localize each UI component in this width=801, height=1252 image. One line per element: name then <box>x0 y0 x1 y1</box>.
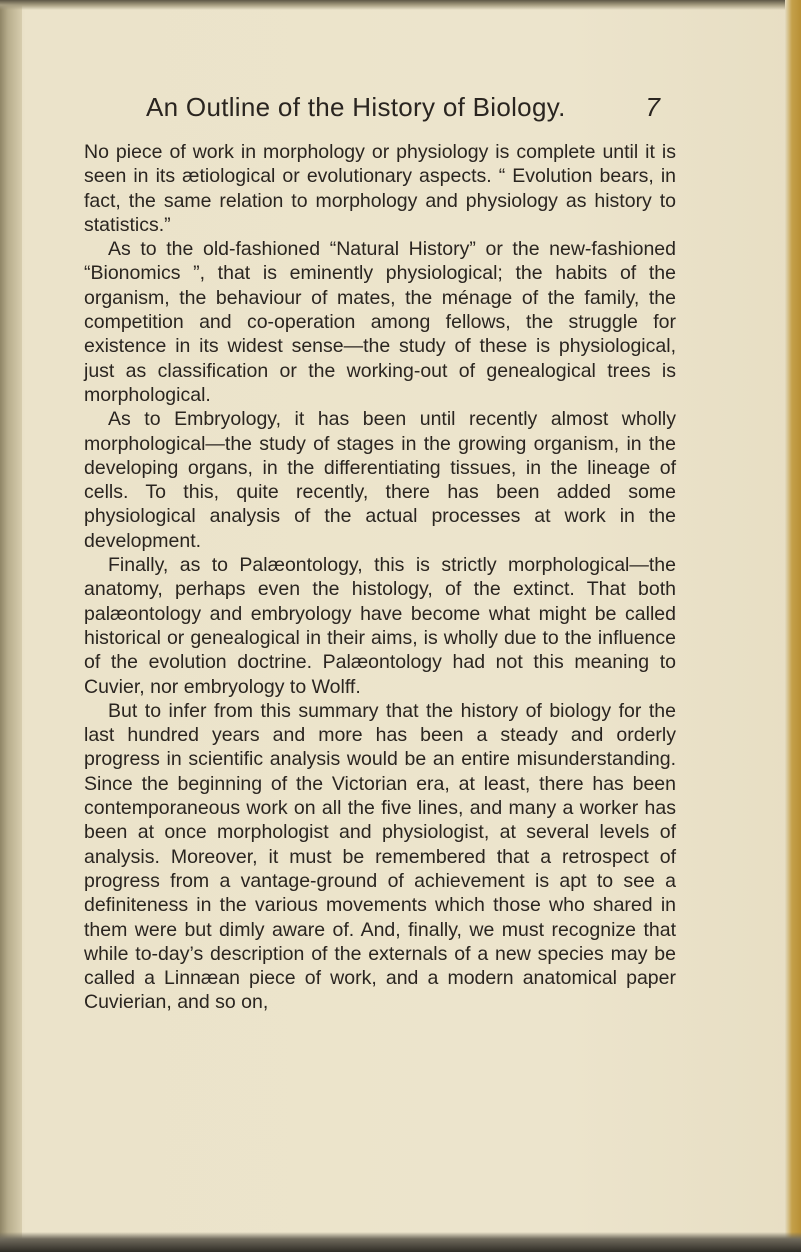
running-head <box>100 92 660 126</box>
paragraph-embryology: As to Embryology, it has been until recently almost wholly morphological—the study of stages in the growing organism, in the developing organs, in the differentiating tissues, in the lineage of cells. To this, quite recently, there has been added some physiological analysis of the actual processes at work in the development. <box>84 408 676 552</box>
paragraph-palaeontology: Finally, as to Palæontology, this is strictly morphological—the anatomy, perhaps even the histology, of the extinct. That both palæontology and embryology have become what might be called historical or genealogical in their aims, is wholly due to the influence of the evolution doctrine. Palæontology had not this meaning to Cuvier, nor embryology to Wolff. <box>84 554 676 698</box>
paragraph-morphology-physiology: No piece of work in morphology or physiology is complete until it is seen in its ætiological or evolutionary aspects. “ Evolution bears, in fact, the same relation to morphology and physiology as history to statistics.” <box>84 141 676 236</box>
paragraph-history-summary: But to infer from this summary that the history of biology for the last hundred years and more has been a steady and orderly progress in scientific analysis would be an entire misunderstanding. Since the beginning of the Victorian era, at least, there has been contemporaneous work on all the five lines, and many a worker has been at once morphologist and physiologist, at several levels of analysis. Moreover, it must be remembered that a retrospect of progress from a vantage-ground of achievement is apt to see a definiteness in the various movements which those who shared in them were but dimly aware of. And, finally, we must recognize that while to-day’s description of the externals of a new species may be called a Linnæan piece of work, and a modern anatomical paper Cuvierian, and so on, <box>84 699 676 1014</box>
top-page-edge <box>0 0 801 10</box>
paragraph-natural-history: As to the old-fashioned “Natural History” or the new-fashioned “Bionomics ”, that is eminently physiological; the habits of the organism, the behaviour of mates, the ménage of the family, the competition and co-operation among fellows, the struggle for existence in its widest sense—the study of these is physiological, just as classification or the working-out of genealogical trees is morphological. <box>84 238 676 406</box>
page-number: 7 <box>645 92 660 122</box>
binding-edge <box>0 0 22 1252</box>
body-text <box>84 140 676 1015</box>
bottom-page-edge <box>0 1232 801 1252</box>
right-page-edge <box>785 0 801 1252</box>
running-head-title: An Outline of the History of Biology. <box>146 92 566 122</box>
